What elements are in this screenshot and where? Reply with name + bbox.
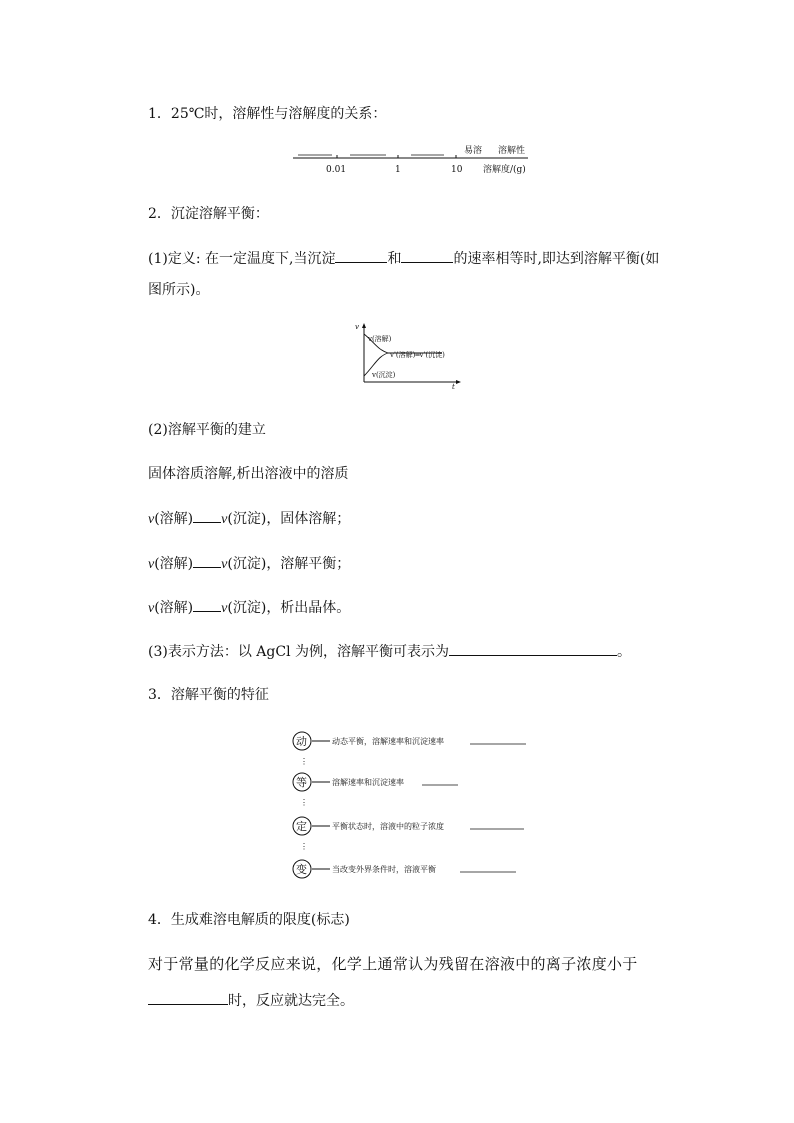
answer-blank[interactable] [335,248,387,263]
precipitate-rate-label: v(沉淀) [372,371,396,379]
equilibrium-features-diagram [288,728,538,880]
solubility-axis-label: 溶解度/(g) [483,165,526,175]
svg-text:⋮: ⋮ [300,757,308,766]
definition-and: 和 [387,251,402,267]
svg-text:动态平衡，溶解速率和沉淀速率: 动态平衡，溶解速率和沉淀速率 [332,737,444,746]
answer-blank[interactable] [193,508,221,523]
svg-text:变: 变 [296,863,307,876]
section2-title: 2．沉淀溶解平衡： [148,206,269,222]
svg-text:⋮: ⋮ [300,842,308,851]
section4-title: 4．生成难溶电解质的限度(标志) [148,912,350,928]
feature-dynamic [293,732,526,750]
definition-suffix: 的速率相等时,即达到溶解平衡(如 [453,251,660,267]
equilibrium-label: v'(溶解)═v'(沉淀) [390,351,445,359]
feature-equal [293,773,458,791]
svg-text:当改变外界条件时，溶液平衡: 当改变外界条件时，溶液平衡 [332,865,436,874]
svg-text:⋮: ⋮ [300,798,308,807]
section4-line2: 时，反应就达完全。 [148,990,354,1011]
definition-line2: 图所示)。 [148,282,210,298]
solubility-property-label: 溶解性 [498,146,526,156]
rate-case-3: v(溶解) v(沉淀)，析出晶体。 [148,597,350,619]
section1-title: 1．25℃时，溶解性与溶解度的关系： [148,106,387,122]
feature-change [293,860,516,878]
svg-text:定: 定 [296,820,307,833]
tick-label: 1 [395,165,401,175]
dissolve-rate-label: v(溶解) [368,335,392,343]
answer-blank[interactable] [401,248,453,263]
solubility-scale [290,140,540,182]
definition-prefix: (1)定义: 在一定温度下,当沉淀 [148,251,336,267]
y-axis-label: v [355,323,359,331]
easily-soluble-label: 易溶 [464,146,483,156]
answer-blank[interactable] [193,597,221,612]
rate-time-graph [350,320,465,390]
rate-case-2: v(溶解) v(沉淀)，溶解平衡； [148,553,350,575]
tick-label: 0.01 [326,165,347,175]
section4-line1: 对于常量的化学反应来说，化学上通常认为残留在溶液中的离子浓度小于 [148,955,638,973]
answer-blank[interactable] [449,641,617,656]
establish-line: 固体溶质溶解,析出溶液中的溶质 [148,466,349,482]
answer-blank[interactable] [193,553,221,568]
answer-blank[interactable] [148,990,228,1005]
feature-fixed [293,817,524,835]
svg-text:溶解速率和沉淀速率: 溶解速率和沉淀速率 [332,778,404,787]
representation-line: (3)表示方法：以 AgCl 为例，溶解平衡可表示为 。 [148,641,631,662]
rate-case-1: v(溶解) v(沉淀)，固体溶解； [148,508,350,530]
tick-label: 10 [451,165,463,175]
x-axis-label: t [452,383,455,390]
svg-text:等: 等 [296,776,307,789]
establish-title: (2)溶解平衡的建立 [148,422,266,438]
definition-line [148,248,659,269]
svg-text:动: 动 [296,735,307,748]
svg-text:平衡状态时，溶液中的粒子浓度: 平衡状态时，溶液中的粒子浓度 [332,822,444,831]
section3-title: 3．溶解平衡的特征 [148,687,269,703]
